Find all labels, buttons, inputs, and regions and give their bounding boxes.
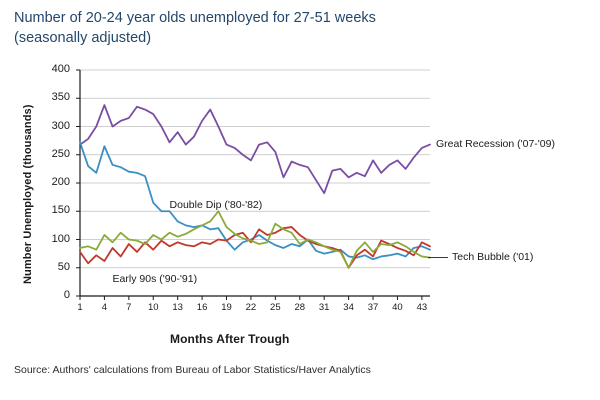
- page-title: [14, 8, 584, 48]
- x-tick-label: 19: [221, 302, 232, 313]
- x-tick-label: 31: [318, 302, 330, 313]
- series-label-tech-bubble: Tech Bubble ('01): [452, 250, 534, 263]
- x-tick-label: 4: [101, 302, 108, 313]
- y-tick-label: 400: [51, 63, 70, 75]
- y-tick-label: 150: [51, 204, 70, 217]
- chart: [0, 56, 600, 356]
- source-note: Source: Authors' calculations from Bureau of Labor Statistics/Haver Analytics: [14, 364, 371, 376]
- series-label-double-dip: Double Dip ('80-'82): [169, 198, 263, 211]
- y-tick-label: 300: [51, 119, 70, 132]
- y-tick-label: 50: [57, 260, 70, 273]
- y-tick-label: 0: [63, 289, 70, 301]
- x-tick-label: 13: [172, 302, 183, 313]
- series-label-great-recession: Great Recession ('07-'09): [436, 137, 555, 150]
- series-label-early-90s: Early 90s ('90-'91): [112, 273, 198, 286]
- x-axis-title: Months After Trough: [170, 332, 290, 346]
- x-tick-label: 10: [147, 302, 159, 313]
- x-tick-label: 1: [77, 302, 83, 313]
- title-line-2: (seasonally adjusted): [14, 30, 152, 46]
- y-tick-label: 250: [51, 147, 70, 160]
- x-tick-label: 25: [270, 302, 281, 313]
- title-line-1: Number of 20-24 year olds unemployed for 27-51 weeks: [14, 10, 376, 26]
- x-tick-label: 7: [126, 302, 132, 313]
- x-tick-label: 34: [343, 302, 354, 313]
- x-tick-label: 28: [294, 302, 306, 313]
- x-tick-label: 43: [416, 302, 428, 313]
- x-tick-label: 37: [367, 302, 379, 313]
- x-tick-label: 22: [245, 302, 257, 313]
- y-tick-label: 100: [51, 232, 70, 245]
- y-tick-label: 350: [51, 91, 70, 104]
- x-tick-label: 40: [392, 302, 403, 313]
- x-tick-label: 16: [196, 302, 208, 313]
- y-tick-label: 200: [51, 176, 70, 188]
- y-axis-title: Number Unemployed (thousands): [22, 104, 34, 284]
